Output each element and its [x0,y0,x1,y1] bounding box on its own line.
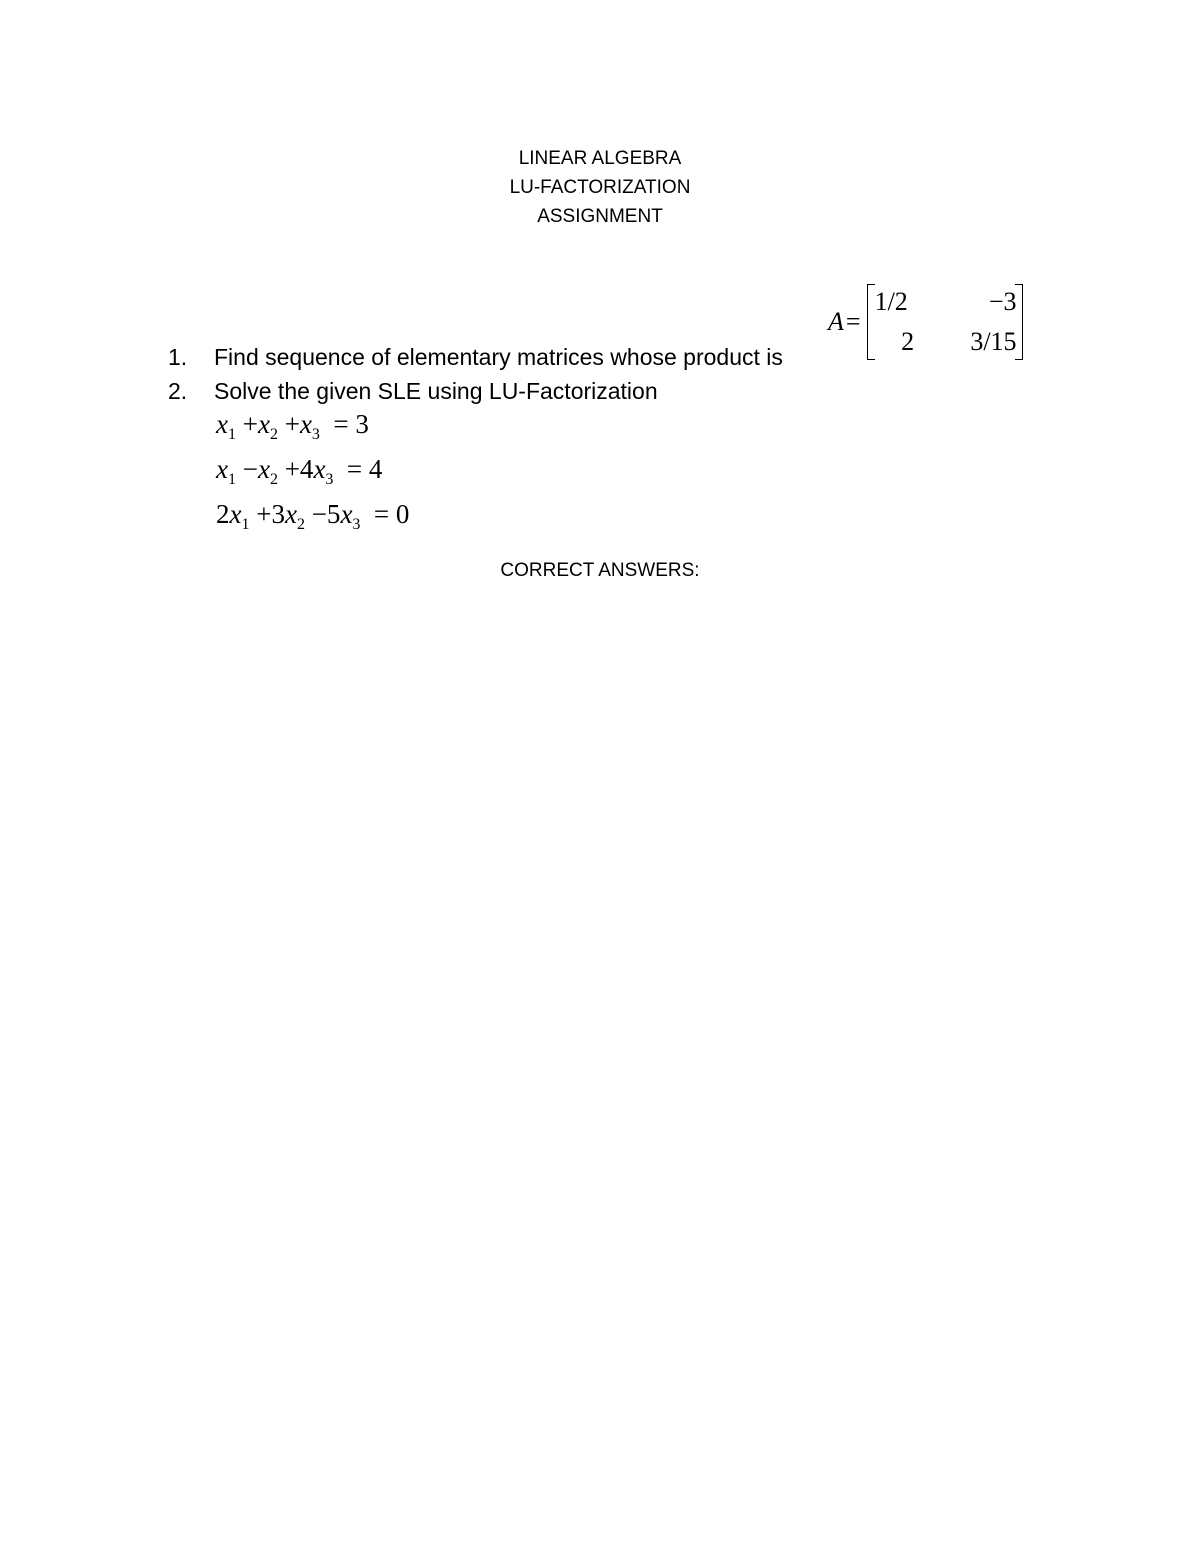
course-title: LINEAR ALGEBRA [518,148,682,169]
correct-answers-heading: CORRECT ANSWERS: [500,560,700,581]
question-number: 2. [168,378,188,404]
variable-subscript: 3 [311,426,320,443]
equation-coefficient: − [242,454,258,484]
equation-line: $x_1 -x_2 +4x_3 = 4$ [216,454,383,488]
equation-rhs: 0 [395,499,410,529]
equation-coefficient: +3 [256,499,285,529]
equation-variable: x [299,409,312,439]
question-text: Solve the given SLE using LU-Factorization [214,378,658,404]
document-header [0,144,1200,231]
question-number: 1. [168,344,188,370]
equation-rhs: 3 [355,409,369,439]
variable-subscript: 1 [227,471,236,488]
matrix-cell: 3/15 [970,327,1017,356]
left-bracket [867,284,875,360]
equation-variable: x [257,409,270,439]
matrix-cell: −3 [988,287,1017,316]
variable-subscript: 1 [241,516,250,533]
matrix-equals: = [845,307,861,336]
equation-line: $2x_1 +3x_2 -5x_3 = 0$ [216,499,410,533]
equation-variable: x [216,409,228,439]
variable-subscript: 3 [325,471,334,488]
matrix-label: A [828,307,844,336]
equation-coefficient: +4 [284,454,314,484]
question-list [168,340,783,408]
equation-variable: x [340,499,353,529]
variable-subscript: 1 [227,426,236,443]
variable-subscript: 2 [269,471,278,488]
equation-variable: x [313,454,326,484]
question-text: Find sequence of elementary matrices whose product is [214,344,783,370]
equation-coefficient: −5 [311,499,341,529]
variable-subscript: 3 [352,516,361,533]
right-bracket [1015,284,1023,360]
equation-variable: x [216,454,228,484]
matrix-a [828,284,1023,360]
question-item [168,340,783,374]
variable-subscript: 2 [269,426,278,443]
equation-variable: x [257,454,270,484]
equation-rhs: 4 [368,454,383,484]
question-item [168,374,783,408]
equation-variable: x [229,499,242,529]
assignment-title: ASSIGNMENT [537,206,663,227]
topic-title: LU-FACTORIZATION [509,177,691,198]
equation-coefficient: 2 [216,499,230,529]
equation-line: $x_1 +x_2 +x_3 = 3$ [216,409,369,443]
matrix-cell: 2 [901,327,915,356]
equation-coefficient: + [284,409,300,439]
equation-variable: x [284,499,297,529]
equation-system [216,404,409,539]
matrix-cell: 1/2 [874,287,908,316]
variable-subscript: 2 [296,516,305,533]
equation-coefficient: + [242,409,258,439]
matrix-body [867,284,1023,360]
